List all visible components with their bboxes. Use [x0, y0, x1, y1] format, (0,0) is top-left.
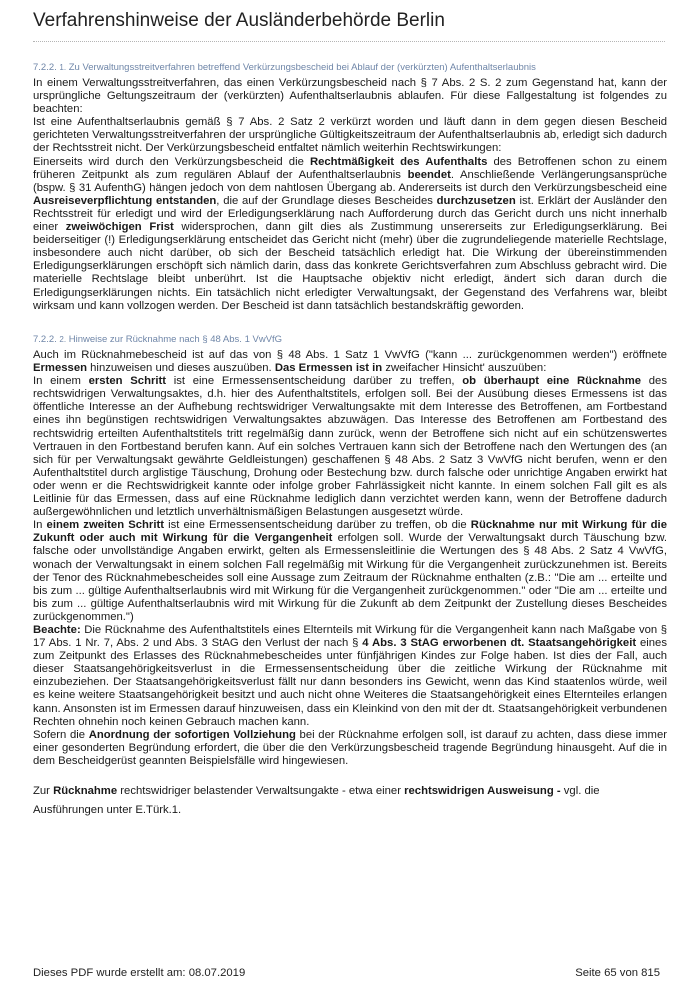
closing-paragraph: Zur Rücknahme rechtswidriger belastender Verwaltsungakte - etwa einer rechtswidrigen Ausweisung - vgl. die Ausführungen unter E.Türk.1.	[33, 785, 600, 816]
section-number: 7.2.2.	[33, 62, 57, 73]
section-subnumber: 2.	[59, 335, 67, 344]
section-title: Hinweise zur Rücknahme nach § 48 Abs. 1 VwVfG	[68, 334, 283, 345]
paragraph: In einem ersten Schritt ist eine Ermessensentscheidung darüber zu treffen, ob überhaupt eine Rücknahme des rechtswidrigen Verwaltungsaktes, d.h. hier des Aufenthaltstitels, erfolgen soll. Bei der Ausübung dieses Ermessens ist das öffentliche Interesse an der Aufhebung rechtswidriger Verwaltungsakte mit dem Interesse des Betroffenen, am Fortbestand eines ihn begünstigen rechtswidrigen Verwaltungsaktes abzuwägen. Das Interesse des Betroffenen am Fortbestand des rechtswidrig erteilten Aufenthaltstitels tritt regelmäßig dann zurück, wenn der Betroffene sich nicht auf ein schützenswertes Vertrauen in den Fortbestand berufen kann. Auf ein solches Vertrauen kann sich der Betroffene nach den Wertungen des (an sich für per Verwaltungsakt gewährte Geldleistungen) geschaffenen § 48 Abs. 2 Satz 3 VwVfG nicht berufen, wenn er den Aufenthaltstitel durch arglistige Täuschung, Drohung oder Bestechung bzw. durch falsche oder unrichtige Angaben erwirkt hat oder wenn er die Rechtswidrigkeit kannte oder infolge grober Fahrlässigkeit nicht kannte. In einem solchen Fall gilt es als Leitlinie für das Ermessen, dass auf eine Rücknahme lediglich dann verzichtet werden kann, wenn der Betroffene dadurch außergewöhnlichen und letztlich unverhältnismäßigen Belastungen ausgesetzt würde.	[33, 375, 667, 519]
page-number: Seite 65 von 815	[575, 967, 660, 979]
section-subnumber: 1.	[59, 63, 67, 72]
creation-date: Dieses PDF wurde erstellt am: 08.07.2019	[33, 967, 246, 979]
section-number: 7.2.2.	[33, 334, 57, 345]
paragraph: Ist eine Aufenthaltserlaubnis gemäß § 7 Abs. 2 Satz 2 verkürzt worden und läuft dann in dem gegen diesen Bescheid gerichteten Verwaltungsstreitverfahren der ursprüngliche Gültigkeitszeitraum der Aufenthaltserlaubnis ab, erledigt sich dadurch der Rechtsstreit nicht. Der Verkürzungsbescheid entfaltet nämlich weiterhin Rechtswirkungen:	[33, 116, 667, 155]
paragraph: In einem Verwaltungsstreitverfahren, das einen Verkürzungsbescheid nach § 7 Abs. 2 S. 2 zum Gegenstand hat, kann der ursprüngliche Geltungszeitraum der (verkürzten) Aufenthaltserlaubnis ablaufen. Für diese Fallgestaltung ist folgendes zu beachten:	[33, 77, 667, 116]
paragraph: Sofern die Anordnung der sofortigen Vollziehung bei der Rücknahme erfolgen soll, ist darauf zu achten, dass diese immer einer gesonderten Begründung erfordert, die über die den Verkürzungsbescheid tragende Begründung hinausgeht. Auf die in dem Bescheidgerüst geannten Beispielsfälle wird hingewiesen.	[33, 728, 667, 767]
page-title: Verfahrenshinweise der Ausländerbehörde Berlin	[33, 10, 665, 42]
section-verkuerzungsbescheid	[33, 62, 667, 313]
page-footer	[33, 967, 660, 979]
section-ruecknahme	[33, 334, 667, 768]
section-heading	[33, 62, 667, 74]
section-title: Zu Verwaltungsstreitverfahren betreffend Verkürzungsbescheid bei Ablauf der (verkürzten) Aufenthaltserlaubnis	[68, 62, 536, 73]
paragraph: In einem zweiten Schritt ist eine Ermessensentscheidung darüber zu treffen, ob die Rücknahme nur mit Wirkung für die Zukunft oder auch mit Wirkung für die Vergangenheit erfolgen soll. Wurde der Verwaltungsakt durch Täuschung bzw. falsche oder unvollständige Angaben erwirkt, gelten als Ermessensleitlinie die Wertungen des § 48 Abs. 2 Satz 4 VwVfG, wonach der Verwaltungsakt in einem solchen Fall regelmäßig mit Wirkung für die Vergangenheit zurückzunehmen ist. Bereits der Tenor des Rücknahmebescheides soll eine Aussage zum Zeitraum der Rücknahme enthalten (z.B.: "Die am ... erteilte und bis zum ... gültige Aufenthaltserlaubnis wird mit Wirkung für die Vergangenheit zurückgenommen." oder "Die am ... erteilte und bis zum ... gültige Aufenthaltserlaubnis wird mit Wirkung für die Zukunft ab dem Zeitpunkt der Zustellung dieses Bescheides zurückgenommen.")	[33, 519, 667, 623]
paragraph: Beachte: Die Rücknahme des Aufenthaltstitels eines Elternteils mit Wirkung für die Vergangenheit kann nach Maßgabe von § 17 Abs. 1 Nr. 7, Abs. 2 und Abs. 3 StAG den Verlust der nach § 4 Abs. 3 StAG erworbenen dt. Staatsangehörigkeit eines zum Zeitpunkt des Erlasses des Rücknahmebescheides unter fünfjährigen Kindes zur Folge haben. Ist dies der Fall, auch dieser Staatsangehörigkeitsverlust in die Ermessensentscheidung über die zeitliche Wirkung der Rücknahme mit einzubeziehen. Der Staatsangehörigkeitsverlust fällt nur dann besonders ins Gewicht, wenn das Kind staatenlos würde, weil es keine weitere Staatsangehörigkeit besitzt und auch nicht ohne Weiteres die Staatsangehörigkeit eines Elternteiles erlangen kann. Ansonsten ist im Ermessen darauf hinzuweisen, dass ein Kleinkind von den mit der dt. Staatsangehörigkeit verbundenen Rechten ohnehin noch keinen Gebrauch machen kann.	[33, 623, 667, 728]
paragraph: Einerseits wird durch den Verkürzungsbescheid die Rechtmäßigkeit des Aufenthalts des Betroffenen schon zu einem früheren Zeitpunkt als zum regulären Ablauf der Aufenthaltserlaubnis beendet. Anschließende Verlängerungsansprüche (bspw. § 31 AufenthG) hängen jedoch von dem nahtlosen Übergang ab. Andererseits ist durch den Verkürzungsbescheid eine Ausreiseverpflichtung entstanden, die auf der Grundlage dieses Bescheides durchzusetzen ist. Erklärt der Ausländer den Rechtsstreit für erledigt und wird der Erledigungserklärung nach Aufforderung durch das Gericht durch uns nicht innerhalb einer zweiwöchigen Frist widersprochen, dann gilt dies als Zustimmung unsererseits zur Erledigungserklärung. Bei beiderseitiger (!) Erledigungserklärung entscheidet das Gericht nicht (mehr) über die zugrundeliegende materielle Rechtslage, insbesondere auch nicht darüber, ob sich der Bescheid tatsächlich erledigt hat. Die Wirkung der übereinstimmenden Erledigungserklärungen erschöpft sich nämlich darin, dass das konkrete Gerichtsverfahren zum Abschluss gebracht wird. Die materielle Rechtslage bleibt unberührt. Ist die Hauptsache objektiv nicht erledigt, ändert sich daran durch die Erledigungserklärungen nichts. Ein tatsächlich nicht erledigter Verwaltungsakt, der Gegenstand des Verfahrens war, bleibt wirksam und kann vollzogen werden. Der Bescheid ist dann tatsächlich bestandskräftig geworden.	[33, 155, 668, 312]
section-heading	[33, 334, 667, 346]
paragraph: Auch im Rücknahmebescheid ist auf das von § 48 Abs. 1 Satz 1 VwVfG ("kann ... zurückgenommen werden") eröffnete Ermessen hinzuweisen und dieses auszuüben. Das Ermessen ist in zweifacher Hinsicht' auszuüben:	[33, 349, 667, 375]
